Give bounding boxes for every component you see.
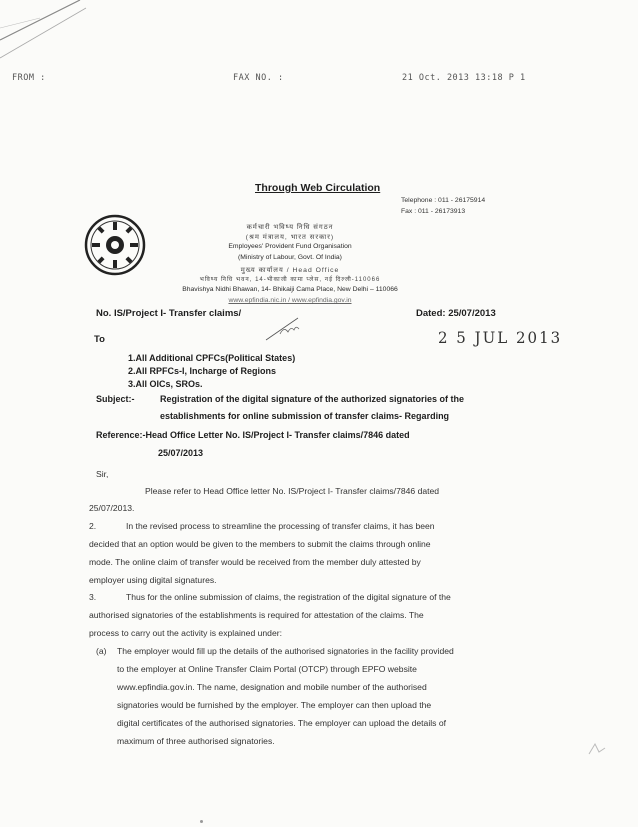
- para2-number: 2.: [89, 521, 97, 531]
- para2-line-4: employer using digital signatures.: [89, 575, 217, 585]
- item-a-line-2: to the employer at Online Transfer Claim Portal (OTCP) through EPFO website: [117, 664, 417, 674]
- org-hindi-address: भविष्य निधि भवन, 14-भीकाजी कामा प्लेस, नई दिल्ली-110066: [199, 277, 381, 283]
- recipient-3: 3.All OICs, SROs.: [128, 379, 203, 389]
- telephone: Telephone : 011 - 26175914: [401, 197, 486, 204]
- fax-contact: Fax : 011 - 26173913: [401, 208, 466, 215]
- page-fold-mark: [0, 0, 90, 60]
- org-hindi-name: कर्मचारी भविष्य निधि संगठन: [246, 224, 334, 231]
- para3-line-2: authorised signatories of the establishments is required for attestation of the claims. The: [89, 610, 424, 620]
- item-a-line-1: The employer would fill up the details of the authorised signatories in the facility provided: [117, 646, 454, 656]
- subject-line-1: Registration of the digital signature of the authorized signatories of the: [160, 394, 465, 404]
- letter-date: Dated: 25/07/2013: [416, 308, 496, 319]
- item-a-label: (a): [96, 646, 107, 656]
- org-website[interactable]: www.epfindia.nic.in / www.epfindia.gov.in: [228, 297, 352, 304]
- item-a-line-5: digital certificates of the authorised signatories. The employer can upload the details of: [117, 718, 446, 728]
- fax-from: FROM :: [12, 73, 46, 83]
- item-a-line-6: maximum of three authorised signatories.: [117, 736, 275, 746]
- org-hindi-office: मुख्य कार्यालय / Head Office: [240, 267, 340, 274]
- salutation: Sir,: [96, 469, 109, 479]
- org-address: Bhavishya Nidhi Bhawan, 14- Bhikaiji Cama Place, New Delhi – 110066: [182, 286, 398, 293]
- received-date-stamp: 2 5 JUL 2013: [438, 328, 563, 348]
- fax-datetime: 21 Oct. 2013 13:18 P 1: [402, 73, 526, 83]
- reference-line-2: 25/07/2013: [158, 448, 204, 458]
- org-ministry: (Ministry of Labour, Govt. Of India): [238, 254, 342, 261]
- para1-line-1: Please refer to Head Office letter No. IS/Project I- Transfer claims/7846 dated: [145, 486, 440, 496]
- org-hindi-ministry: (श्रम मंत्रालय, भारत सरकार): [245, 234, 335, 241]
- fax-number: FAX NO. :: [233, 73, 284, 83]
- scan-speck: [585, 738, 609, 760]
- letter-number: No. IS/Project I- Transfer claims/: [96, 308, 242, 319]
- item-a-line-3: www.epfindia.gov.in. The name, designation and mobile number of the authorised: [117, 682, 427, 692]
- recipient-2: 2.All RPFCs-I, Incharge of Regions: [128, 366, 277, 376]
- reference-line-1: Reference:-Head Office Letter No. IS/Project I- Transfer claims/7846 dated: [96, 430, 410, 440]
- item-a-line-4: signatories would be furnished by the employer. The employer can then upload the: [117, 700, 432, 710]
- para3-line-1: Thus for the online submission of claims, the registration of the digital signature of the: [126, 592, 451, 602]
- para2-line-1: In the revised process to streamline the processing of transfer claims, it has been: [126, 521, 435, 531]
- para2-line-2: decided that an option would be given to the members to submit the claims through online: [89, 539, 431, 549]
- scan-dot: [200, 820, 203, 823]
- to-label: To: [94, 334, 105, 345]
- para2-line-3: mode. The online claim of transfer would be received from the member duly attested by: [89, 557, 421, 567]
- para3-number: 3.: [89, 592, 97, 602]
- handwritten-number-mark: [264, 314, 304, 342]
- subject-line-2: establishments for online submission of transfer claims- Regarding: [160, 411, 450, 421]
- org-name: Employees' Provident Fund Organisation: [228, 243, 352, 250]
- para1-line-2: 25/07/2013.: [89, 503, 135, 513]
- subject-label: Subject:-: [96, 394, 135, 404]
- circulation-heading: Through Web Circulation: [255, 182, 381, 194]
- epfo-emblem-icon: [84, 214, 146, 276]
- recipient-1: 1.All Additional CPFCs(Political States): [128, 353, 296, 363]
- para3-line-3: process to carry out the activity is explained under:: [89, 628, 282, 638]
